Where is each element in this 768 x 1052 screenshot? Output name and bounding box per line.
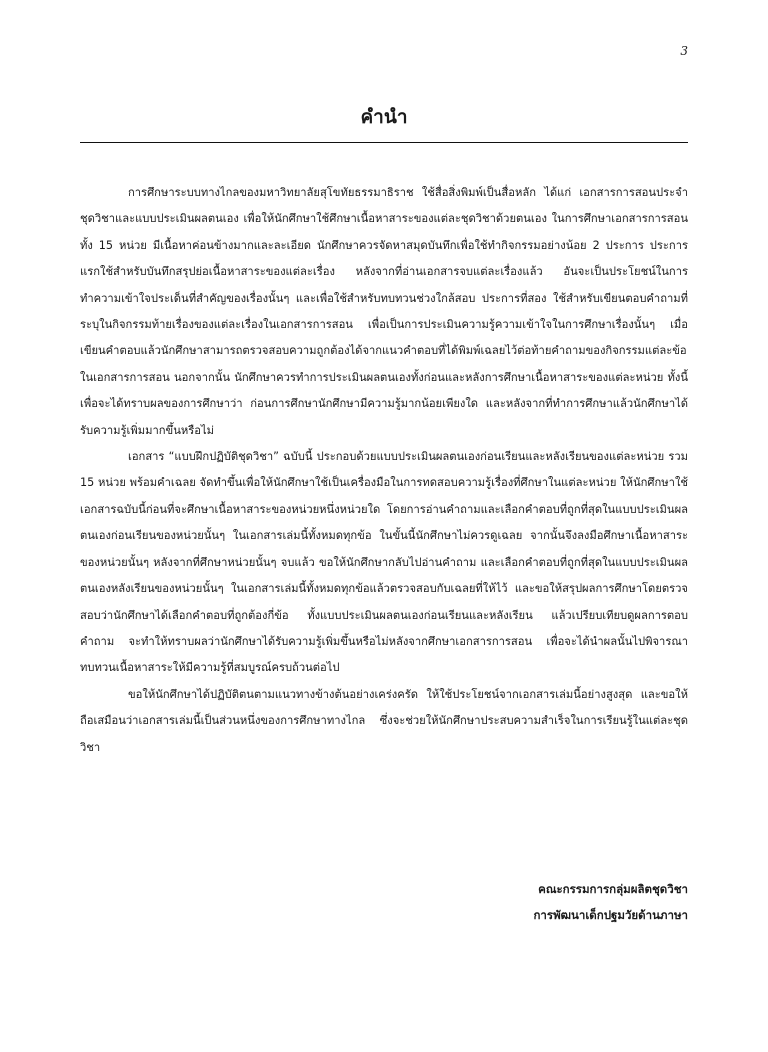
page-title: คำนำ <box>360 106 408 128</box>
paragraph-2: เอกสาร “แบบฝึกปฏิบัติชุดวิชา” ฉบับนี้ ประกอบด้วยแบบประเมินผลตนเองก่อนเรียนและหลังเรียนของแต่ละหน่วย รวม 15 หน่วย พร้อมคำเฉลย จัดทำขึ้นเพื่อให้นักศึกษาใช้เป็นเครื่องมือในการทดสอบความรู้เรื่องที่ศึกษาในแต่ละหน่วย ให้นักศึกษาใช้เอกสารฉบับนี้ก่อนที่จะศึกษาเนื้อหาสาระของหน่วยหนึ่งหน่วยใด โดยการอ่านคำถามและเลือกคำตอบที่ถูกที่สุดในแบบประเมินผลตนเองก่อนเรียนของหน่วยนั้นๆ ในเอกสารเล่มนี้ทั้งหมดทุกข้อ ในขั้นนี้นักศึกษาไม่ควรดูเฉลย จากนั้นจึงลงมือศึกษาเนื้อหาสาระของหน่วยนั้นๆ หลังจากที่ศึกษาหน่วยนั้นๆ จบแล้ว ขอให้นักศึกษากลับไปอ่านคำถาม และเลือกคำตอบที่ถูกที่สุดในแบบประเมินผลตนเองหลังเรียนของหน่วยนั้นๆ ในเอกสารเล่มนี้ทั้งหมดทุกข้อแล้วตรวจสอบกับเฉลยที่ให้ไว้ และขอให้สรุปผลการศึกษาโดยตรวจสอบว่านักศึกษาได้เลือกคำตอบที่ถูกต้องกี่ข้อ ทั้งแบบประเมินผลตนเองก่อนเรียนและหลังเรียน แล้วเปรียบเทียบดูผลการตอบคำถาม จะทำให้ทราบผลว่านักศึกษาได้รับความรู้เพิ่มขึ้นหรือไม่หลังจากศึกษาเอกสารการสอน เพื่อจะได้นำผลนั้นไปพิจารณาทบทวนเนื้อหาสาระให้มีความรู้ที่สมบูรณ์ครบถ้วนต่อไป <box>80 450 688 675</box>
title-divider <box>80 142 688 143</box>
signature-line-2: การพัฒนาเด็กปฐมวัยด้านภาษา <box>533 908 688 922</box>
preface-body <box>80 180 688 761</box>
signature-line-1: คณะกรรมการกลุ่มผลิตชุดวิชา <box>538 882 688 896</box>
page-number: 3 <box>680 44 688 58</box>
paragraph-1: การศึกษาระบบทางไกลของมหาวิทยาลัยสุโขทัยธรรมาธิราช ใช้สื่อสิ่งพิมพ์เป็นสื่อหลัก ได้แก่ เอกสารการสอนประจำชุดวิชาและแบบประเมินผลตนเอง เพื่อให้นักศึกษาใช้ศึกษาเนื้อหาสาระของแต่ละชุดวิชาด้วยตนเอง ในการศึกษาเอกสารการสอนทั้ง 15 หน่วย มีเนื้อหาค่อนข้างมากและละเอียด นักศึกษาควรจัดหาสมุดบันทึกเพื่อใช้ทำกิจกรรมอย่างน้อย 2 ประการ ประการแรกใช้สำหรับบันทึกสรุปย่อเนื้อหาสาระของแต่ละเรื่อง หลังจากที่อ่านเอกสารจบแต่ละเรื่องแล้ว อันจะเป็นประโยชน์ในการทำความเข้าใจประเด็นที่สำคัญของเรื่องนั้นๆ และเพื่อใช้สำหรับทบทวนช่วงใกล้สอบ ประการที่สอง ใช้สำหรับเขียนตอบคำถามที่ระบุในกิจกรรมท้ายเรื่องของแต่ละเรื่องในเอกสารการสอน เพื่อเป็นการประเมินความรู้ความเข้าใจในการศึกษาเรื่องนั้นๆ เมื่อเขียนคำตอบแล้วนักศึกษาสามารถตรวจสอบความถูกต้องได้จากแนวคำตอบที่ได้พิมพ์เฉลยไว้ต่อท้ายคำถามของกิจกรรมแต่ละข้อในเอกสารการสอน นอกจากนั้น นักศึกษาควรทำการประเมินผลตนเองทั้งก่อนและหลังการศึกษาเนื้อหาสาระของแต่ละหน่วย ทั้งนี้ เพื่อจะได้ทราบผลของการศึกษาว่า ก่อนการศึกษานักศึกษามีความรู้มากน้อยเพียงใด และหลังจากที่ทำการศึกษาแล้วนักศึกษาได้รับความรู้เพิ่มมากขึ้นหรือไม่ <box>80 186 688 437</box>
paragraph-3: ขอให้นักศึกษาได้ปฏิบัติตนตามแนวทางข้างต้นอย่างเคร่งครัด ให้ใช้ประโยชน์จากเอกสารเล่มนี้อย่างสูงสุด และขอให้ถือเสมือนว่าเอกสารเล่มนี้เป็นส่วนหนึ่งของการศึกษาทางไกล ซึ่งจะช่วยให้นักศึกษาประสบความสำเร็จในการเรียนรู้ในแต่ละชุดวิชา <box>80 687 688 754</box>
signature-block <box>533 876 688 928</box>
